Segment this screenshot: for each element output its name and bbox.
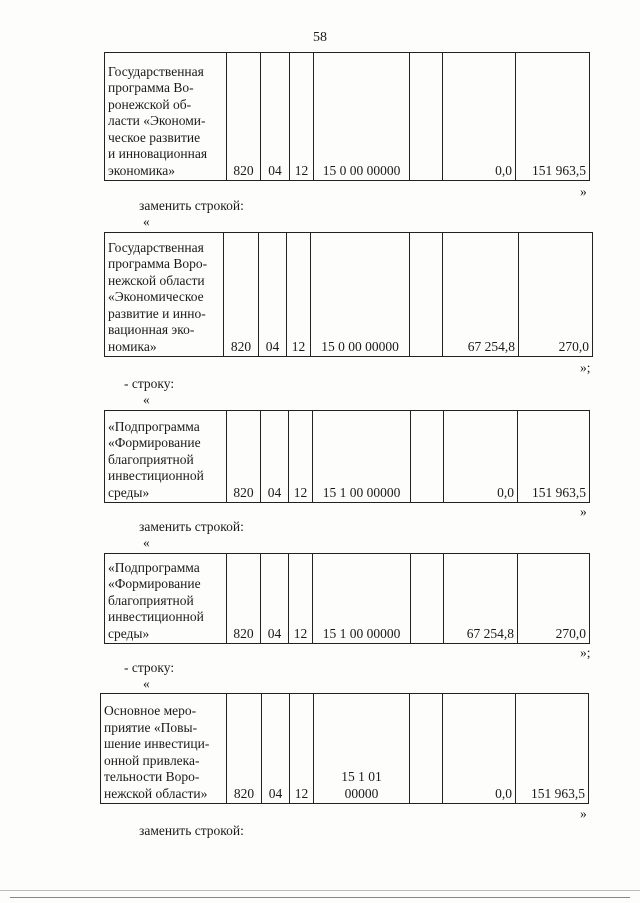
grbs-cell: 820 bbox=[227, 411, 261, 503]
table-row bbox=[105, 554, 590, 644]
subprogram-name-cell: «Подпрограмма «Формирование благоприятной инвестиционной среды» bbox=[105, 554, 227, 644]
expense-type-cell bbox=[410, 694, 443, 804]
expense-type-cell bbox=[410, 53, 443, 181]
subsection-cell: 12 bbox=[290, 53, 314, 181]
page-number: 58 bbox=[313, 30, 327, 45]
amount-1-cell: 0,0 bbox=[443, 694, 516, 804]
subsection-cell: 12 bbox=[290, 694, 314, 804]
expense-type-cell bbox=[411, 554, 444, 644]
replace-instruction: заменить строкой: bbox=[139, 823, 244, 838]
program-name-cell: Государственная программа Во- ронежской об- ласти «Экономи- ческое развитие и инновационная экономика» bbox=[105, 53, 227, 181]
section-cell: 04 bbox=[259, 233, 287, 357]
row-label: - строку: bbox=[124, 660, 175, 675]
budget-table-3 bbox=[104, 410, 590, 503]
replace-instruction: заменить строкой: bbox=[139, 519, 244, 534]
budget-table-2 bbox=[104, 232, 593, 357]
expense-type-cell bbox=[410, 233, 443, 357]
section-cell: 04 bbox=[261, 411, 289, 503]
amount-2-cell: 270,0 bbox=[518, 554, 590, 644]
subsection-cell: 12 bbox=[289, 411, 313, 503]
subsection-cell: 12 bbox=[289, 554, 313, 644]
table-row bbox=[105, 53, 590, 181]
replace-instruction: заменить строкой: bbox=[139, 198, 244, 213]
budget-table-4 bbox=[104, 553, 590, 644]
expense-type-cell bbox=[411, 411, 444, 503]
amount-2-cell: 270,0 bbox=[519, 233, 593, 357]
table-row bbox=[105, 411, 590, 503]
table-row bbox=[101, 694, 589, 804]
closing-quote: »; bbox=[580, 360, 591, 375]
target-article-cell: 15 1 01 00000 bbox=[314, 694, 410, 804]
section-cell: 04 bbox=[262, 694, 290, 804]
activity-name-cell: Основное меро- приятие «Повы- шение инвестици- онной привлека- тельности Воро- нежской области» bbox=[101, 694, 227, 804]
subsection-cell: 12 bbox=[287, 233, 311, 357]
amount-1-cell: 0,0 bbox=[443, 53, 516, 181]
budget-table-1 bbox=[104, 52, 590, 181]
target-article-cell: 15 0 00 00000 bbox=[314, 53, 410, 181]
target-article-cell: 15 0 00 00000 bbox=[311, 233, 410, 357]
grbs-cell: 820 bbox=[227, 53, 261, 181]
subprogram-name-cell: «Подпрограмма «Формирование благоприятной инвестиционной среды» bbox=[105, 411, 227, 503]
closing-quote: »; bbox=[580, 645, 591, 660]
closing-quote: » bbox=[580, 184, 587, 199]
closing-quote: » bbox=[580, 806, 587, 821]
amount-2-cell: 151 963,5 bbox=[518, 411, 590, 503]
amount-1-cell: 67 254,8 bbox=[444, 554, 518, 644]
target-article-cell: 15 1 00 00000 bbox=[313, 554, 411, 644]
budget-table-5 bbox=[100, 693, 589, 804]
grbs-cell: 820 bbox=[227, 694, 262, 804]
amount-1-cell: 0,0 bbox=[444, 411, 518, 503]
section-cell: 04 bbox=[261, 53, 290, 181]
amount-2-cell: 151 963,5 bbox=[516, 53, 590, 181]
opening-quote: « bbox=[143, 676, 150, 691]
opening-quote: « bbox=[143, 535, 150, 550]
amount-2-cell: 151 963,5 bbox=[516, 694, 589, 804]
closing-quote: » bbox=[580, 504, 587, 519]
row-label: - строку: bbox=[124, 376, 175, 391]
opening-quote: « bbox=[143, 392, 150, 407]
opening-quote: « bbox=[143, 214, 150, 229]
grbs-cell: 820 bbox=[224, 233, 259, 357]
program-name-cell: Государственная программа Воро- нежской области «Экономическое развитие и инно- вационная эко- номика» bbox=[105, 233, 224, 357]
target-article-cell: 15 1 00 00000 bbox=[313, 411, 411, 503]
scan-edge-line bbox=[0, 890, 640, 891]
amount-1-cell: 67 254,8 bbox=[443, 233, 519, 357]
section-cell: 04 bbox=[261, 554, 289, 644]
scan-edge-line bbox=[10, 897, 630, 898]
grbs-cell: 820 bbox=[227, 554, 261, 644]
table-row bbox=[105, 233, 593, 357]
